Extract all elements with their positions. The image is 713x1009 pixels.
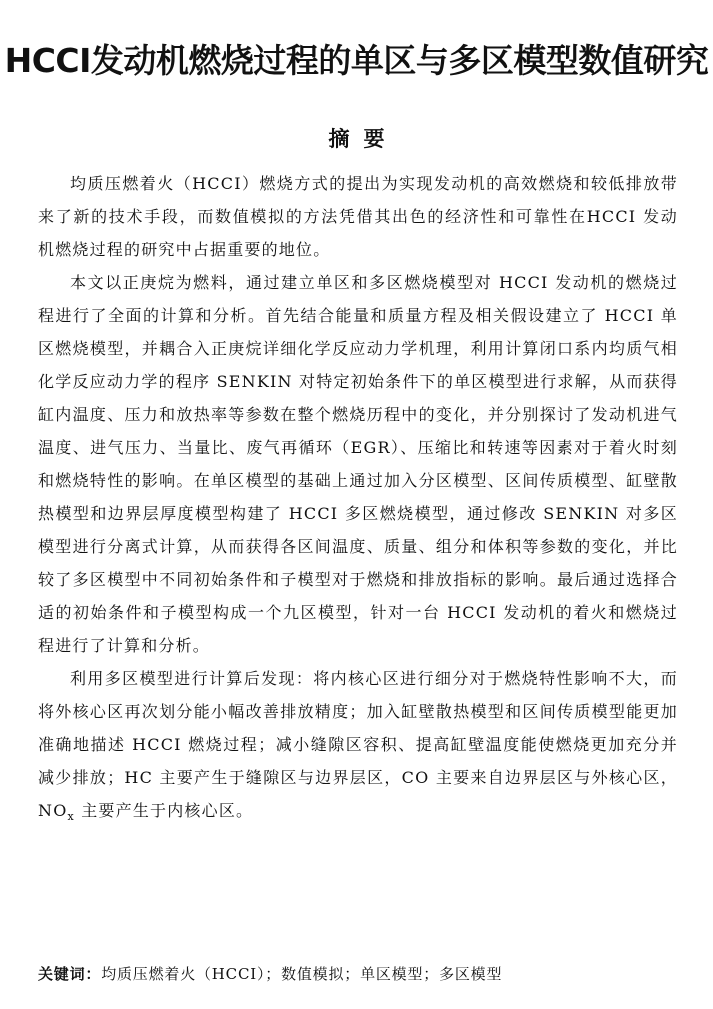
abstract-heading: 摘要 [328,126,399,151]
abstract-body [38,167,678,827]
abstract-paragraph-2: 本文以正庚烷为燃料，通过建立单区和多区燃烧模型对 HCCI 发动机的燃烧过程进行了全面的计算和分析。首先结合能量和质量方程及相关假设建立了 HCCI 单区燃烧模型，并耦合入正庚烷详细化学反应动力学机理，利用计算闭口系内均质气相化学反应动力学的程序 SENKIN 对特定初始条件下的单区模型进行求解，从而获得缸内温度、压力和放热率等参数在整个燃烧历程中的变化，并分别探讨了发动机进气温度、进气压力、当量比、废气再循环（EGR）、压缩比和转速等因素对于着火时刻和燃烧特性的影响。在单区模型的基础上通过加入分区模型、区间传质模型、缸壁散热模型和边界层厚度模型构建了 HCCI 多区燃烧模型，通过修改 SENKIN 对多区模型进行分离式计算，从而获得各区间温度、质量、组分和体积等参数的变化，并比较了多区模型中不同初始条件和子模型对于燃烧和排放指标的影响。最后通过选择合适的初始条件和子模型构成一个九区模型，针对一台 HCCI 发动机的着火和燃烧过程进行了计算和分析。 [38,273,678,655]
keywords-label: 关键词： [38,965,102,983]
keywords-list: 均质压燃着火（HCCI）；数值模拟；单区模型；多区模型 [101,965,503,983]
paragraph-3-text: 利用多区模型进行计算后发现：将内核心区进行细分对于燃烧特性影响不大，而将外核心区再次划分能小幅改善排放精度；加入缸壁散热模型和区间传质模型能更加准确地描述 HCCI 燃烧过程；减小缝隙区容积、提高缸壁温度能使燃烧更加充分并减少排放；HC 主要产生于缝隙区与边界层区，CO 主要来自边界层区与外核心区，NO [38,669,678,820]
keywords-line [38,961,678,987]
abstract-paragraph-3 [38,662,678,827]
paragraph-3-text-end: 主要产生于内核心区。 [74,801,254,820]
abstract-paragraph-1: 均质压燃着火（HCCI）燃烧方式的提出为实现发动机的高效燃烧和较低排放带来了新的技术手段，而数值模拟的方法凭借其出色的经济性和可靠性在HCCI 发动机燃烧过程的研究中占据重要的地位。 [38,174,678,259]
nox-subscript: x [67,810,75,824]
document-title: HCCI发动机燃烧过程的单区与多区模型数值研究 [4,41,709,80]
